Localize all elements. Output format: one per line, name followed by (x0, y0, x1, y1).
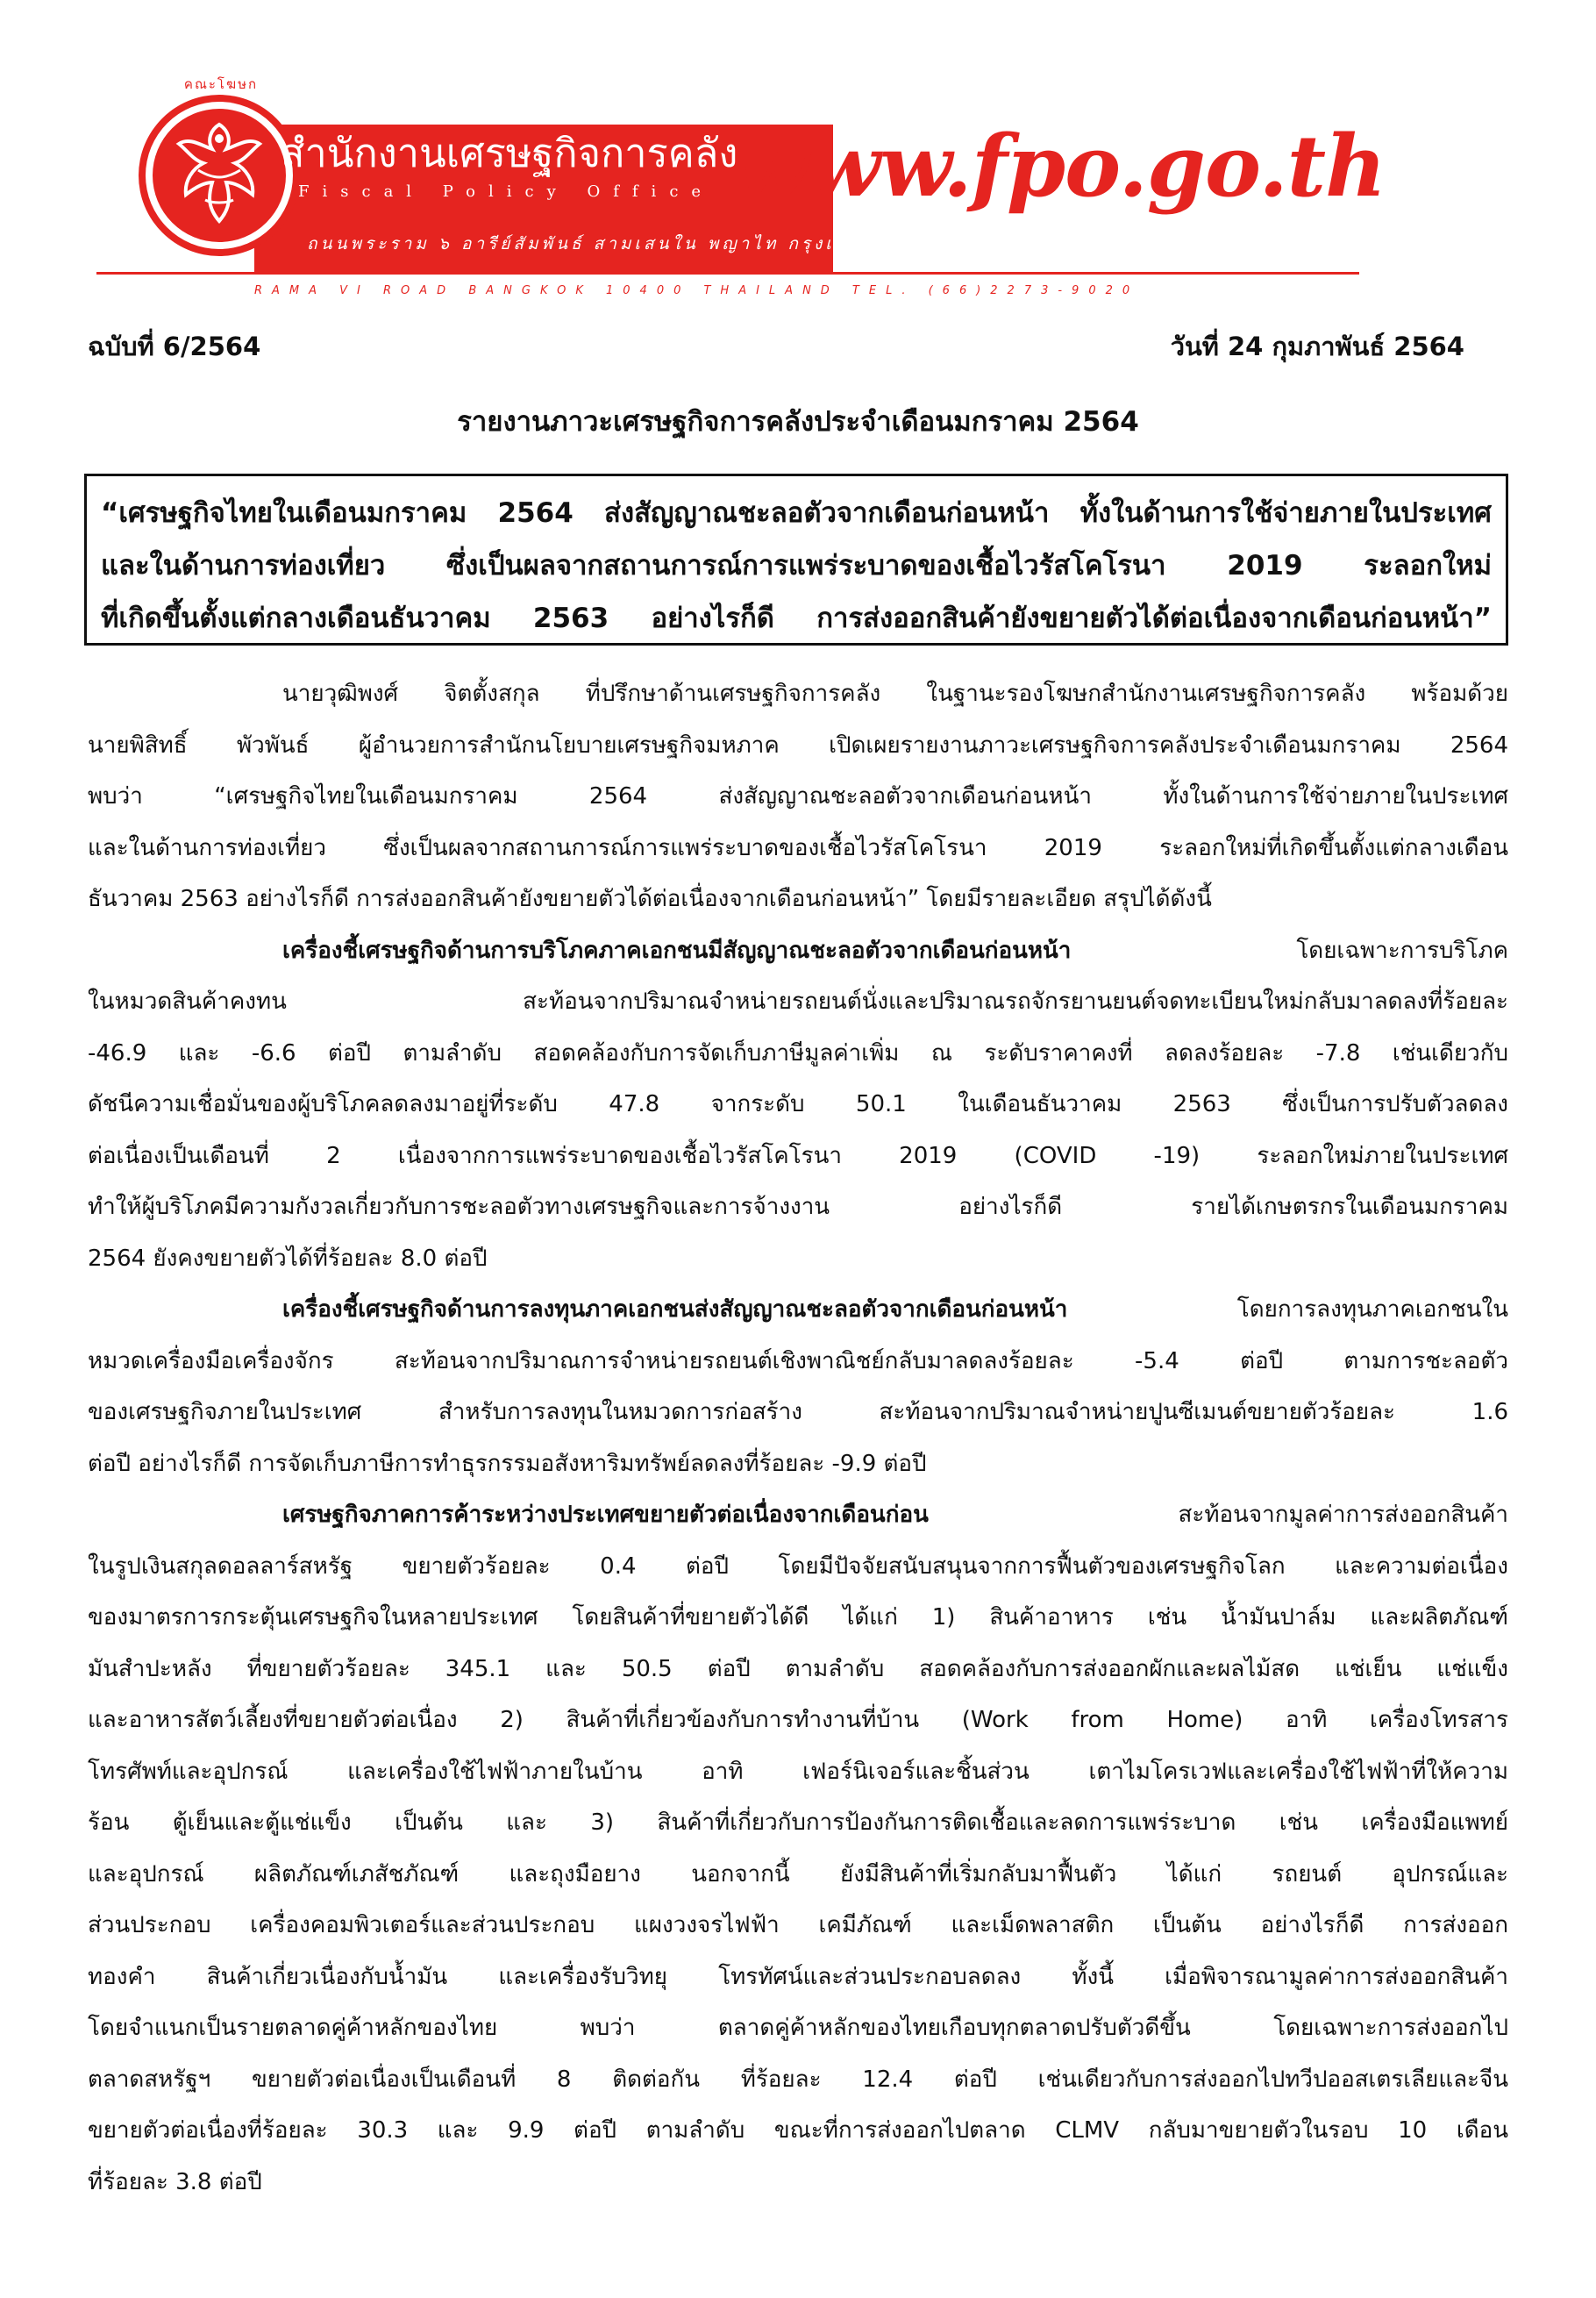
text-line: ดัชนีความเชื่อมั่นของผู้บริโภคลดลงมาอยู่ที่ระดับ 47.8 จากระดับ 50.1 ในเดือนธันวาคม 2563 ซึ่งเป็นการปรับตัวลดลง (88, 1091, 1508, 1117)
paragraph-lead: เศรษฐกิจภาคการค้าระหว่างประเทศขยายตัวต่อเนื่องจากเดือนก่อน (282, 1502, 929, 1528)
text-line (88, 1489, 1508, 1541)
text-line: ร้อน ตู้เย็นและตู้แช่แข็ง เป็นต้น และ 3) สินค้าที่เกี่ยวกับการป้องกันการติดเชื้อและลดการแพร่ระบาด เช่น เครื่องมือแพทย์ (88, 1809, 1508, 1836)
text-line: ต่อปี อย่างไรก็ดี การจัดเก็บภาษีการทำธุรกรรมอสังหาริมทรัพย์ลดลงที่ร้อยละ -9.9 ต่อปี (88, 1450, 927, 1477)
text-line: ของเศรษฐกิจภายในประเทศ สำหรับการลงทุนในหมวดการก่อสร้าง สะท้อนจากปริมาณจำหน่ายปูนซีเมนต์ขยายตัวร้อยละ 1.6 (88, 1399, 1508, 1425)
paragraph-lead: เครื่องชี้เศรษฐกิจด้านการลงทุนภาคเอกชนส่งสัญญาณชะลอตัวจากเดือนก่อนหน้า (282, 1296, 1068, 1323)
text-line: และอุปกรณ์ ผลิตภัณฑ์เภสัชภัณฑ์ และถุงมือยาง นอกจากนี้ ยังมีสินค้าที่เริ่มกลับมาฟื้นตัว ได้แก่ รถยนต์ อุปกรณ์และ (88, 1860, 1508, 1888)
text-line: และในด้านการท่องเที่ยว ซึ่งเป็นผลจากสถานการณ์การแพร่ระบาดของเชื้อไวรัสโคโรนา 2019 ระลอกใหม่ที่เกิดขึ้นตั้งแต่กลางเดือน (88, 834, 1508, 861)
text-line: และอาหารสัตว์เลี้ยงที่ขยายตัวต่อเนื่อง 2) สินค้าที่เกี่ยวข้องกับการทำงานที่บ้าน (Work from Home) อาทิ เครื่องโทรสาร (88, 1707, 1508, 1733)
text-line: ทองคำ สินค้าเกี่ยวเนื่องกับน้ำมัน และเครื่องรับวิทยุ โทรทัศน์และส่วนประกอบลดลง ทั้งนี้ เมื่อพิจารณามูลค่าการส่งออกสินค้า (88, 1963, 1508, 1990)
quote-line: ที่เกิดขึ้นตั้งแต่กลางเดือนธันวาคม 2563 อย่างไรก็ดี การส่งออกสินค้ายังขยายตัวได้ต่อเนื่องจากเดือนก่อนหน้า” (101, 603, 1492, 634)
text-line (88, 1284, 1508, 1336)
text-line: ทำให้ผู้บริโภคมีความกังวลเกี่ยวกับการชะลอตัวทางเศรษฐกิจและการจ้างงาน อย่างไรก็ดี รายได้เกษตรกรในเดือนมกราคม (88, 1194, 1508, 1220)
text-line: หมวดเครื่องมือเครื่องจักร สะท้อนจากปริมาณการจำหน่ายรถยนต์เชิงพาณิชย์กลับมาลดลงร้อยละ -5.4 ต่อปี ตามการชะลอตัว (88, 1347, 1508, 1374)
quote-line: และในด้านการท่องเที่ยว ซึ่งเป็นผลจากสถานการณ์การแพร่ระบาดของเชื้อไวรัสโคโรนา 2019 ระลอกใหม่ (101, 550, 1492, 582)
text-line: ส่วนประกอบ เครื่องคอมพิวเตอร์และส่วนประกอบ แผงวงจรไฟฟ้า เคมีภัณฑ์ และเม็ดพลาสติก เป็นต้น อย่างไรก็ดี การส่งออก (88, 1912, 1508, 1938)
address-thai: ถนนพระราม ๖ อารีย์สัมพันธ์ สามเสนใน พญาไท กรุงเทพฯ 10400 โทร 0-2273-9020 (307, 234, 1159, 253)
trade-paragraph (88, 1489, 1508, 2208)
text-line: พบว่า “เศรษฐกิจไทยในเดือนมกราคม 2564 ส่งสัญญาณชะลอตัวจากเดือนก่อนหน้า ทั้งในด้านการใช้จ่ายภายในประเทศ (88, 783, 1508, 810)
investment-paragraph (88, 1284, 1508, 1489)
text-line: -46.9 และ -6.6 ต่อปี ตามลำดับ สอดคล้องกับการจัดเก็บภาษีมูลค่าเพิ่ม ณ ระดับราคาคงที่ ลดลงร้อยละ -7.8 เช่นเดียวกับ (88, 1039, 1508, 1067)
office-name-thai: สำนักงานเศรษฐกิจการคลัง (281, 130, 738, 176)
text-line: ต่อเนื่องเป็นเดือนที่ 2 เนื่องจากการแพร่ระบาดของเชื้อไวรัสโคโรนา 2019 (COVID -19) ระลอกใหม่ภายในประเทศ (88, 1142, 1508, 1169)
text-line: ธันวาคม 2563 อย่างไรก็ดี การส่งออกสินค้ายังขยายตัวได้ต่อเนื่องจากเดือนก่อนหน้า” โดยมีรายละเอียด สรุปได้ดังนี้ (88, 886, 1212, 912)
intro-paragraph (88, 668, 1508, 925)
text-line: ของมาตรการกระตุ้นเศรษฐกิจในหลายประเทศ โดยสินค้าที่ขยายตัวได้ดี ได้แก่ 1) สินค้าอาหาร เช่น น้ำมันปาล์ม และผลิตภัณฑ์ (88, 1604, 1508, 1631)
consumption-paragraph (88, 925, 1508, 1285)
issue-number: ฉบับที่ 6/2564 (88, 332, 261, 361)
lead-continuation: โดยเฉพาะการบริโภค (1071, 937, 1508, 964)
website-link[interactable]: www.fpo.go.th (737, 117, 1386, 216)
text-line (88, 925, 1508, 977)
text-line: นายพิสิทธิ์ พัวพันธ์ ผู้อำนวยการสำนักนโยบายเศรษฐกิจมหภาค เปิดเผยรายงานภาวะเศรษฐกิจการคลังประจำเดือนมกราคม 2564 (88, 732, 1508, 759)
address-english: RAMA VI ROAD BANGKOK 10400 THAILAND TEL. (66)2273-9020 (254, 284, 1140, 297)
text-line: 2564 ยังคงขยายตัวได้ที่ร้อยละ 8.0 ต่อปี (88, 1245, 488, 1272)
lead-continuation: โดยการลงทุนภาคเอกชนใน (1067, 1296, 1508, 1323)
text-line: มันสำปะหลัง ที่ขยายตัวร้อยละ 345.1 และ 50.5 ต่อปี ตามลำดับ สอดคล้องกับการส่งออกผักและผลไม้สด แช่เย็น แช่แข็ง (88, 1655, 1508, 1682)
issue-date: วันที่ 24 กุมภาพันธ์ 2564 (1170, 332, 1464, 361)
letterhead-rule (96, 272, 1359, 275)
office-name-english: Fiscal Policy Office (298, 182, 715, 201)
text-line: โทรศัพท์และอุปกรณ์ และเครื่องใช้ไฟฟ้าภายในบ้าน อาทิ เฟอร์นิเจอร์และชิ้นส่วน เตาไมโครเวฟและเครื่องใช้ไฟฟ้าที่ให้ความ (88, 1758, 1508, 1785)
report-body (88, 668, 1508, 2208)
seal-caption: คณะโฆษก (183, 76, 259, 92)
summary-quote-box (84, 474, 1508, 646)
page-title: รายงานภาวะเศรษฐกิจการคลังประจำเดือนมกราคม 2564 (457, 406, 1139, 438)
text-line: โดยจำแนกเป็นรายตลาดคู่ค้าหลักของไทย พบว่า ตลาดคู่ค้าหลักของไทยเกือบทุกตลาดปรับตัวดีขึ้น โดยเฉพาะการส่งออกไป (88, 2015, 1508, 2041)
paragraph-lead: เครื่องชี้เศรษฐกิจด้านการบริโภคภาคเอกชนมีสัญญาณชะลอตัวจากเดือนก่อนหน้า (282, 937, 1072, 964)
text-line: ในหมวดสินค้าคงทน สะท้อนจากปริมาณจำหน่ายรถยนต์นั่งและปริมาณรถจักรยานยนต์จดทะเบียนใหม่กลับมาลดลงที่ร้อยละ (88, 988, 1508, 1015)
text-line: ขยายตัวต่อเนื่องที่ร้อยละ 30.3 และ 9.9 ต่อปี ตามลำดับ ขณะที่การส่งออกไปตลาด CLMV กลับมาขยายตัวในรอบ 10 เดือน (88, 2117, 1508, 2144)
lead-continuation: สะท้อนจากมูลค่าการส่งออกสินค้า (928, 1502, 1508, 1528)
text-line: ตลาดสหรัฐฯ ขยายตัวต่อเนื่องเป็นเดือนที่ 8 ติดต่อกัน ที่ร้อยละ 12.4 ต่อปี เช่นเดียวกับการส่งออกไปทวีปออสเตรเลียและจีน (88, 2066, 1508, 2093)
quote-line: “เศรษฐกิจไทยในเดือนมกราคม 2564 ส่งสัญญาณชะลอตัวจากเดือนก่อนหน้า ทั้งในด้านการใช้จ่ายภายในประเทศ (101, 497, 1492, 529)
text-line: ในรูปเงินสกุลดอลลาร์สหรัฐ ขยายตัวร้อยละ 0.4 ต่อปี โดยมีปัจจัยสนับสนุนจากการฟื้นตัวของเศรษฐกิจโลก และความต่อเนื่อง (88, 1552, 1508, 1580)
text-line: นายวุฒิพงศ์ จิตตั้งสกุล ที่ปรึกษาด้านเศรษฐกิจการคลัง ในฐานะรองโฆษกสำนักงานเศรษฐกิจการคลัง พร้อมด้วย (282, 681, 1508, 707)
letterhead (96, 61, 1386, 316)
text-line: ที่ร้อยละ 3.8 ต่อปี (88, 2168, 262, 2195)
